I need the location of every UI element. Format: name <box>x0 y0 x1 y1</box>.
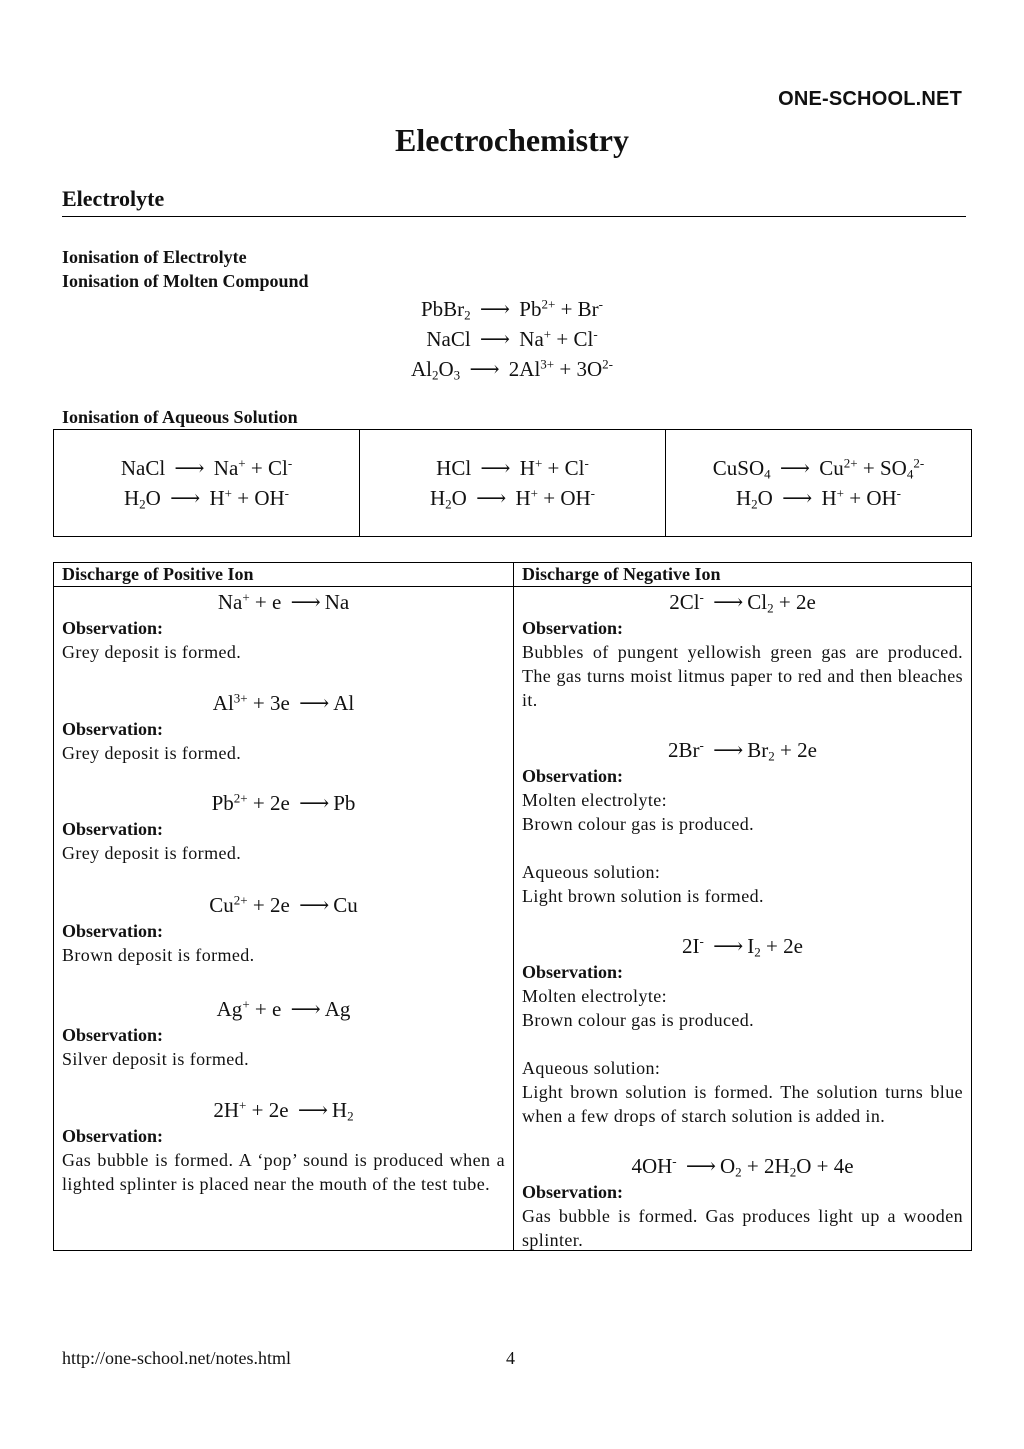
header-negative-ion: Discharge of Negative Ion <box>522 564 721 584</box>
aqueous-table <box>53 429 972 537</box>
arrow-icon: ⟶ <box>685 1154 716 1178</box>
aqueous-heading: Ionisation of Aqueous Solution <box>62 407 298 427</box>
negative-entry-i: 2I- ⟶ $I_2 + 2e$ Observation: Molten electrolyte: Brown colour gas is produced. Aqueous solution: Light brown solution is formed. The solution turns blue when a few drops of starch solution is added in. <box>522 933 963 1126</box>
arrow-icon: ⟶ <box>290 997 321 1021</box>
negative-ion-column <box>514 586 971 1250</box>
positive-entry-na: Na+ + e ⟶ Na Observation: Grey deposit is formed. <box>62 589 350 662</box>
arrow-icon: ⟶ <box>713 738 744 762</box>
positive-entry-pb: $Pb^{2+} + 2e$ ⟶ Pb Observation: Grey deposit is formed. <box>62 790 356 863</box>
arrow-icon: ⟶ <box>299 791 330 815</box>
molten-equations <box>0 294 1024 384</box>
positive-entry-h: 2H+ + 2e ⟶ $H_2$ Observation: Gas bubble is formed. A ‘pop’ sound is produced when a lighted splinter is placed near the mouth of the test tube. <box>62 1097 505 1194</box>
discharge-table <box>53 562 972 1251</box>
arrow-icon: ⟶ <box>713 934 744 958</box>
positive-entry-ag: Ag+ + e ⟶ Ag Observation: Silver deposit is formed. <box>62 996 351 1069</box>
aqueous-cell-cuso4: CuSO$_4$ ⟶ $Cu^{2+} + SO_4^{2-}$ $H_2O$ ⟶ H+ + OH- <box>666 430 971 536</box>
negative-entry-cl: 2Cl- ⟶ $Cl_2 + 2e$ Observation: Bubbles of pungent yellowish green gas are produced. The gas turns moist litmus paper to red and then bleaches it. <box>522 589 963 710</box>
ionisation-heading: Ionisation of Electrolyte <box>62 247 247 267</box>
positive-entry-cu: $Cu^{2+} + 2e$ ⟶ Cu Observation: Brown deposit is formed. <box>62 892 358 965</box>
arrow-icon: ⟶ <box>779 456 811 480</box>
positive-ion-column <box>54 586 513 1250</box>
site-name: ONE-SCHOOL.NET <box>778 88 962 110</box>
arrow-icon: ⟶ <box>782 486 813 510</box>
arrow-icon: ⟶ <box>170 486 201 510</box>
arrow-icon: ⟶ <box>290 590 321 614</box>
arrow-icon: ⟶ <box>479 297 511 321</box>
equation-al2o3: $Al_2O_3$ ⟶ $2Al^{3+} + 3O^{2-}$ <box>0 354 1024 384</box>
footer-link[interactable]: http://one-school.net/notes.html <box>62 1348 291 1368</box>
arrow-icon: ⟶ <box>476 486 507 510</box>
arrow-icon: ⟶ <box>299 893 330 917</box>
arrow-icon: ⟶ <box>299 691 330 715</box>
positive-entry-al: $Al^{3+} + 3e$ ⟶ Al Observation: Grey deposit is formed. <box>62 690 355 763</box>
arrow-icon: ⟶ <box>480 456 511 480</box>
section-divider <box>62 216 966 217</box>
equation-nacl-molten: NaCl ⟶ Na+ + Cl- <box>0 324 1024 354</box>
section-heading: Electrolyte <box>62 186 165 211</box>
negative-entry-br: 2Br- ⟶ $Br_2 + 2e$ Observation: Molten electrolyte: Brown colour gas is produced. Aqueous solution: Light brown solution is formed. <box>522 737 817 906</box>
arrow-icon: ⟶ <box>174 456 205 480</box>
aqueous-cell-hcl: HCl ⟶ H+ + Cl- $H_2O$ ⟶ H+ + OH- <box>360 430 666 536</box>
page-title: Electrochemistry <box>395 122 629 158</box>
arrow-icon: ⟶ <box>469 357 500 381</box>
arrow-icon: ⟶ <box>713 590 744 614</box>
molten-heading: Ionisation of Molten Compound <box>62 271 309 291</box>
arrow-icon: ⟶ <box>479 327 511 351</box>
aqueous-cell-nacl: NaCl ⟶ Na+ + Cl- $H_2O$ ⟶ H+ + OH- <box>54 430 360 536</box>
header-positive-ion: Discharge of Positive Ion <box>62 564 254 584</box>
negative-entry-oh: 4OH- ⟶ $O_2 + 2H_2O + 4e$ Observation: Gas bubble is formed. Gas produces light up a wooden splinter. <box>522 1153 963 1250</box>
equation-pbbr2: PbBr$_2$ ⟶ $Pb^{2+} + Br^-$ <box>0 294 1024 324</box>
arrow-icon: ⟶ <box>297 1098 328 1122</box>
page-number: 4 <box>506 1348 515 1368</box>
